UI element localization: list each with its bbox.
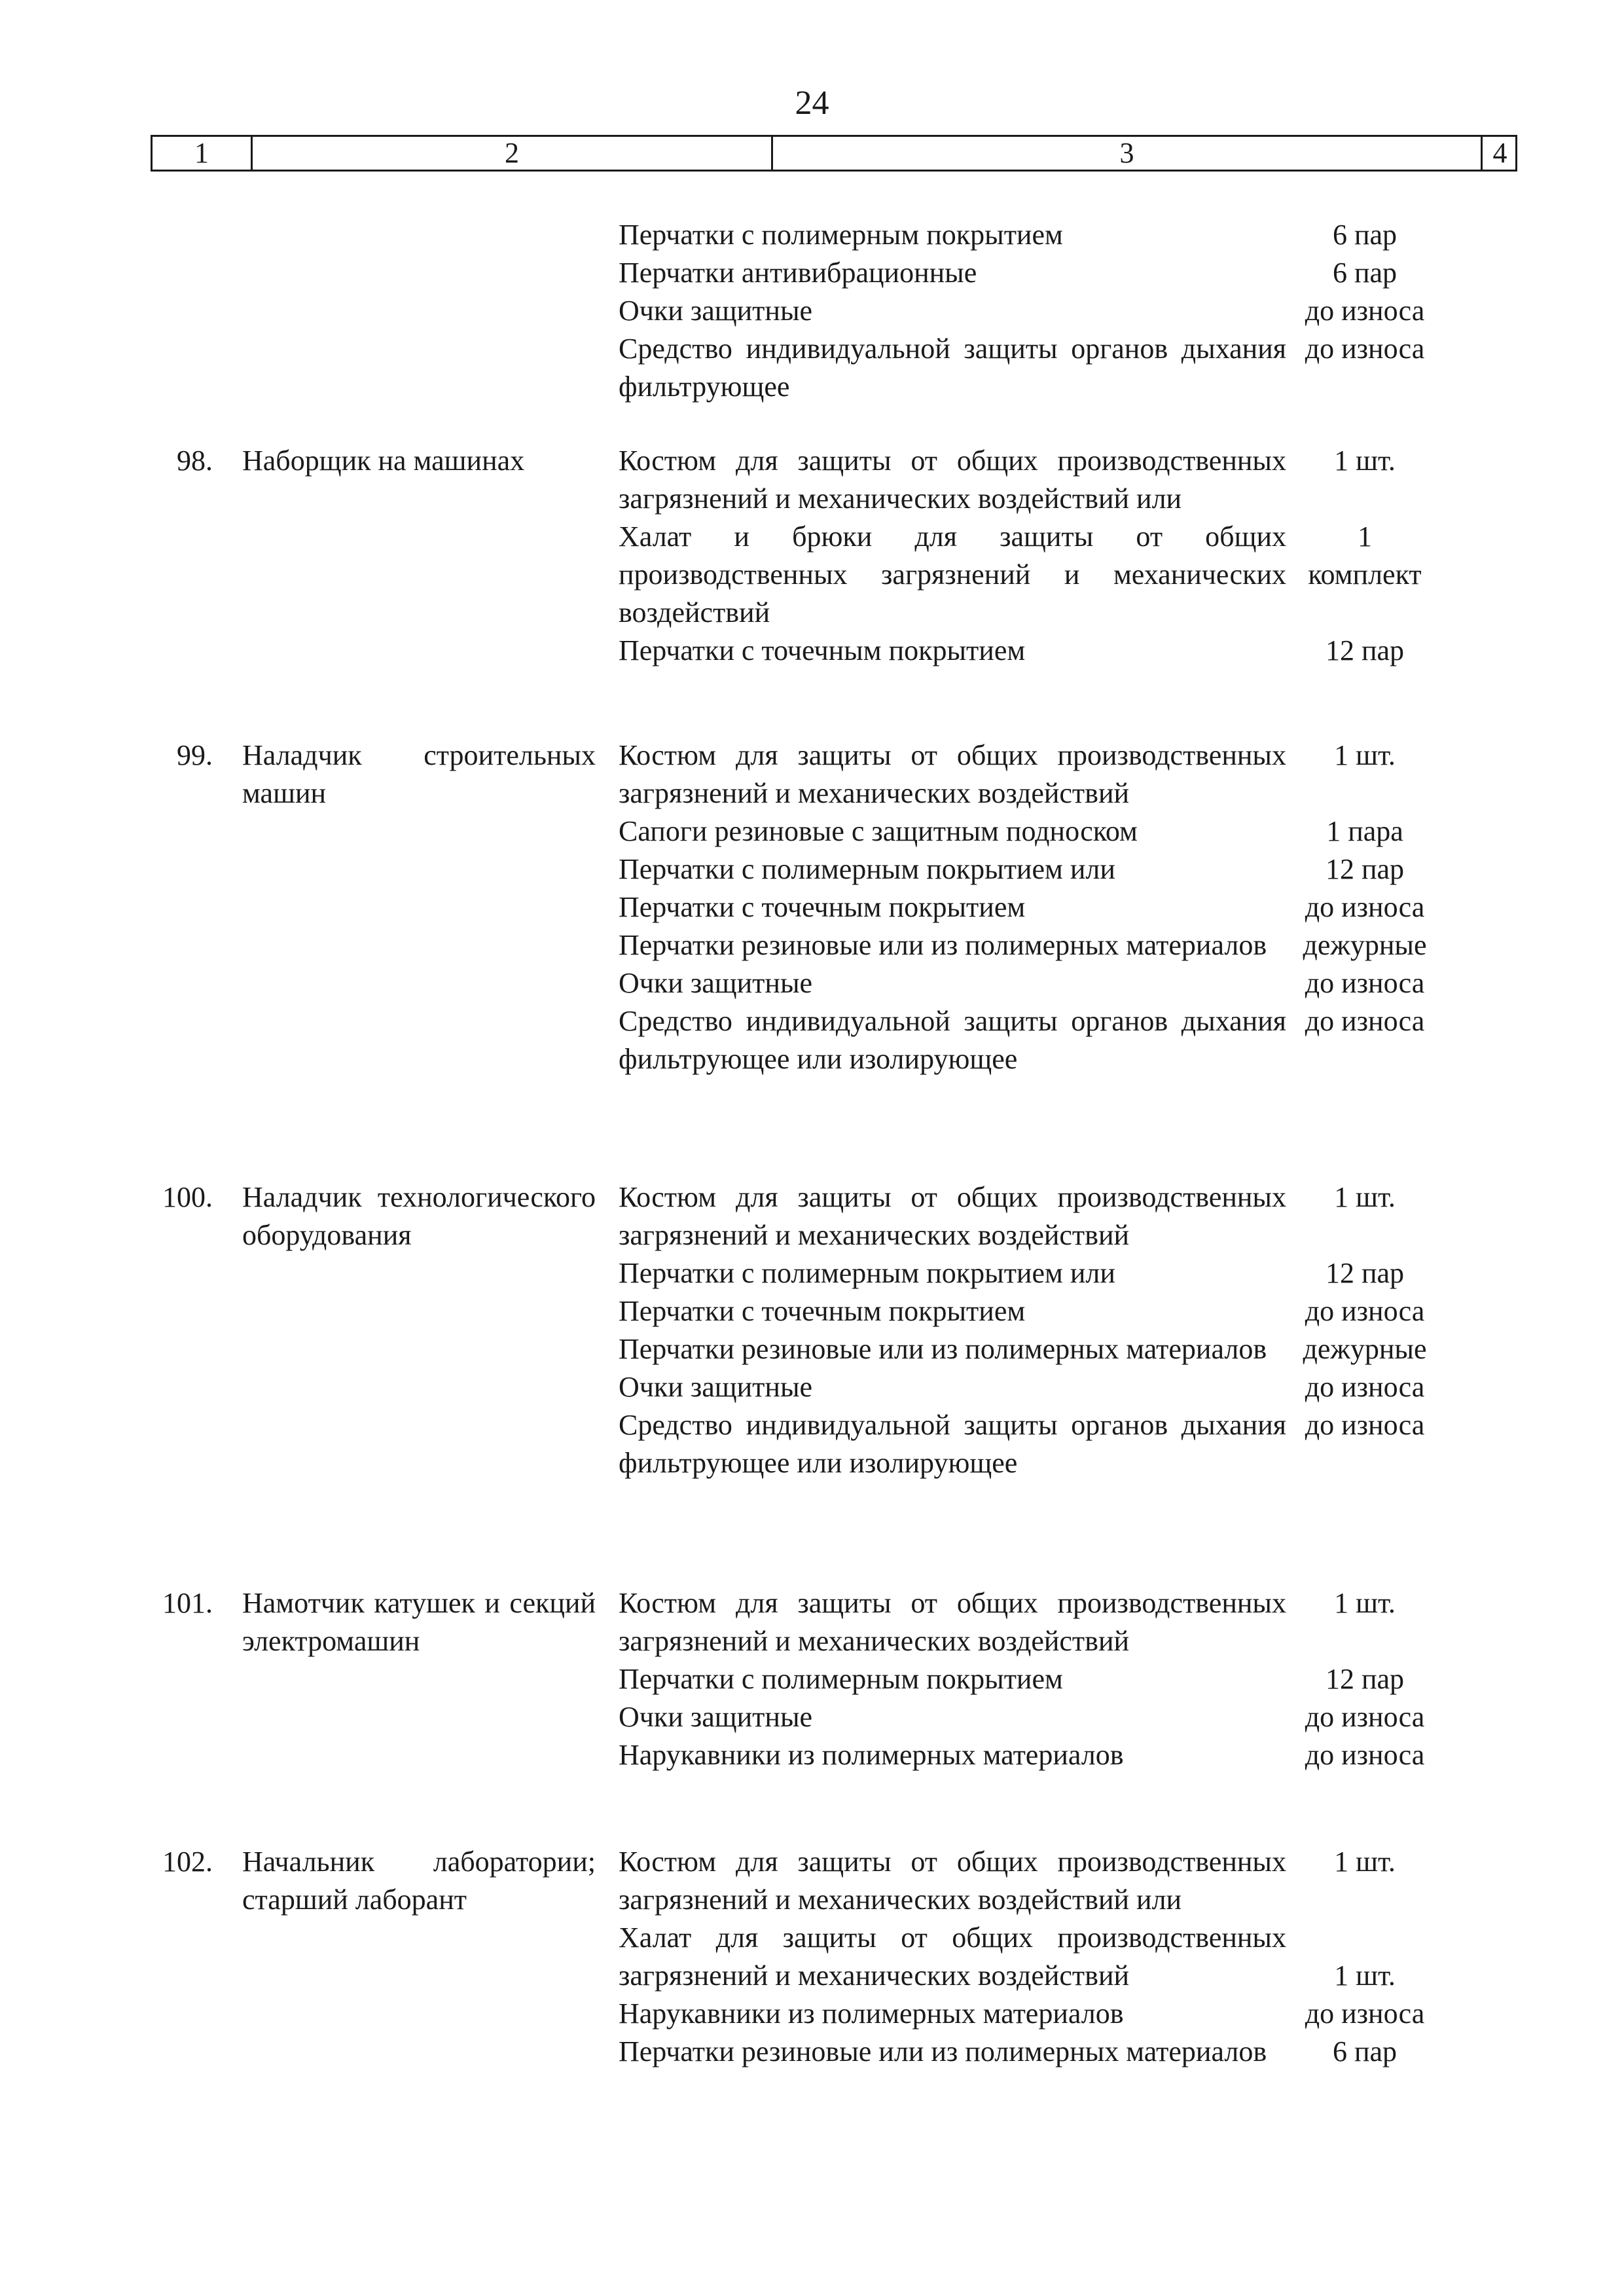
item-name: Перчатки с полимерным покрытием <box>619 219 1063 251</box>
item-list <box>619 1178 1427 1482</box>
item-name: Перчатки резиновые или из полимерных материалов <box>619 929 1267 961</box>
item-quantity: до износа <box>1305 1997 1425 2030</box>
ppe-item <box>619 1660 1405 1698</box>
item-quantity: дежурные <box>1303 929 1427 961</box>
ppe-item <box>619 964 1425 1002</box>
entry-number: 99. <box>177 739 213 771</box>
item-name: Перчатки резиновые или из полимерных материалов <box>619 2035 1267 2068</box>
item-name: Нарукавники из полимерных материалов <box>619 1997 1124 2030</box>
ppe-item <box>619 292 1425 330</box>
item-name: Перчатки с полимерным покрытием или <box>619 853 1115 885</box>
header-col-2: 2 <box>251 137 771 170</box>
table-header-row <box>151 135 1517 172</box>
profession-name: Наладчик строительных машин <box>242 739 596 809</box>
item-name: Очки защитные <box>619 295 813 327</box>
item-name: Перчатки с полимерным покрытием <box>619 1663 1063 1695</box>
item-name: Перчатки резиновые или из полимерных материалов <box>619 1333 1267 1365</box>
ppe-item <box>619 1330 1427 1368</box>
item-name: Нарукавники из полимерных материалов <box>619 1739 1124 1771</box>
ppe-item <box>619 1254 1405 1292</box>
ppe-item <box>619 632 1405 670</box>
item-quantity: до износа <box>1305 1409 1425 1441</box>
item-list <box>619 1843 1425 2071</box>
item-name: Костюм для защиты от общих производственных загрязнений и механических воздействий или <box>619 445 1286 515</box>
item-quantity: до износа <box>1305 967 1425 999</box>
item-quantity: 6 пар <box>1332 257 1398 289</box>
item-name: Сапоги резиновые с защитным подноском <box>619 815 1138 847</box>
item-quantity: 1 пара <box>1326 815 1403 847</box>
item-name: Перчатки с точечным покрытием <box>619 1295 1026 1327</box>
item-name: Перчатки с полимерным покрытием или <box>619 1257 1115 1289</box>
item-quantity: до износа <box>1305 1701 1425 1733</box>
item-quantity: 1 шт. <box>1334 739 1396 771</box>
item-name: Халат для защиты от общих производственных загрязнений и механических воздействий <box>619 1922 1286 1992</box>
item-name: Очки защитные <box>619 1701 813 1733</box>
item-quantity: 1 шт. <box>1334 1587 1396 1619</box>
ppe-item <box>619 1698 1425 1736</box>
ppe-item <box>619 1584 1396 1660</box>
ppe-item <box>619 1178 1396 1254</box>
item-name: Средство индивидуальной защиты органов дыхания фильтрующее <box>619 333 1286 403</box>
item-quantity: 6 пар <box>1332 2035 1398 2068</box>
item-quantity: 1 шт. <box>1334 1181 1396 1213</box>
profession-name: Начальник лаборатории; старший лаборант <box>242 1846 596 1916</box>
item-list <box>619 442 1422 670</box>
entry-number: 98. <box>177 445 213 477</box>
ppe-item <box>619 1919 1396 1995</box>
item-quantity: до износа <box>1305 295 1425 327</box>
ppe-item <box>619 254 1398 292</box>
item-quantity: до износа <box>1305 1005 1425 1037</box>
ppe-item <box>619 1368 1425 1406</box>
profession-name: Наладчик технологического оборудования <box>242 1181 596 1251</box>
item-quantity: 12 пар <box>1325 1663 1405 1695</box>
item-name: Средство индивидуальной защиты органов дыхания фильтрующее или изолирующее <box>619 1005 1286 1075</box>
item-quantity: 12 пар <box>1325 853 1405 885</box>
ppe-item <box>619 330 1425 406</box>
ppe-item <box>619 442 1396 518</box>
item-quantity: 6 пар <box>1332 219 1398 251</box>
ppe-item <box>619 518 1422 632</box>
item-name: Костюм для защиты от общих производственных загрязнений и механических воздействий <box>619 1181 1286 1251</box>
item-list <box>619 216 1425 406</box>
item-quantity: 12 пар <box>1325 634 1405 666</box>
ppe-item <box>619 1406 1425 1482</box>
ppe-item <box>619 1292 1425 1330</box>
item-name: Халат и брюки для защиты от общих производственных загрязнений и механических воздействий <box>619 520 1286 629</box>
item-quantity: до износа <box>1305 1739 1425 1771</box>
item-quantity: до износа <box>1305 1371 1425 1403</box>
ppe-item <box>619 812 1403 850</box>
ppe-item <box>619 888 1425 926</box>
profession-name: Намотчик катушек и секций электромашин <box>242 1587 596 1657</box>
item-name: Перчатки с точечным покрытием <box>619 634 1026 666</box>
ppe-item <box>619 737 1396 812</box>
item-name: Перчатки антивибрационные <box>619 257 977 289</box>
entry-number: 100. <box>162 1181 213 1213</box>
item-name: Костюм для защиты от общих производственных загрязнений и механических воздействий <box>619 1587 1286 1657</box>
item-quantity: дежурные <box>1303 1333 1427 1365</box>
item-quantity: 1 шт. <box>1334 1846 1396 1878</box>
ppe-item <box>619 1995 1425 2033</box>
item-name: Средство индивидуальной защиты органов дыхания фильтрующее или изолирующее <box>619 1409 1286 1479</box>
header-col-3: 3 <box>771 137 1481 170</box>
ppe-item <box>619 1736 1425 1774</box>
item-name: Костюм для защиты от общих производственных загрязнений и механических воздействий <box>619 739 1286 809</box>
item-list <box>619 737 1427 1078</box>
ppe-item <box>619 926 1427 964</box>
item-quantity: до износа <box>1305 1295 1425 1327</box>
ppe-item <box>619 216 1398 254</box>
item-quantity: 1 шт. <box>1334 1959 1396 1992</box>
header-col-1: 1 <box>194 137 209 169</box>
entry-number: 101. <box>162 1587 213 1619</box>
item-name: Костюм для защиты от общих производственных загрязнений и механических воздействий или <box>619 1846 1286 1916</box>
item-name: Очки защитные <box>619 1371 813 1403</box>
profession-name: Наборщик на машинах <box>242 445 525 477</box>
item-quantity: 1 шт. <box>1334 445 1396 477</box>
ppe-item <box>619 850 1405 888</box>
page-number: 24 <box>795 84 829 122</box>
item-list <box>619 1584 1425 1774</box>
item-name: Очки защитные <box>619 967 813 999</box>
header-col-4: 4 <box>1481 137 1517 170</box>
item-quantity: до износа <box>1305 891 1425 923</box>
ppe-item <box>619 2033 1398 2071</box>
ppe-item <box>619 1002 1425 1078</box>
item-name: Перчатки с точечным покрытием <box>619 891 1026 923</box>
ppe-item <box>619 1843 1396 1919</box>
entry-number: 102. <box>162 1846 213 1878</box>
item-quantity: 1 комплект <box>1308 520 1422 591</box>
item-quantity: до износа <box>1305 333 1425 365</box>
item-quantity: 12 пар <box>1325 1257 1405 1289</box>
